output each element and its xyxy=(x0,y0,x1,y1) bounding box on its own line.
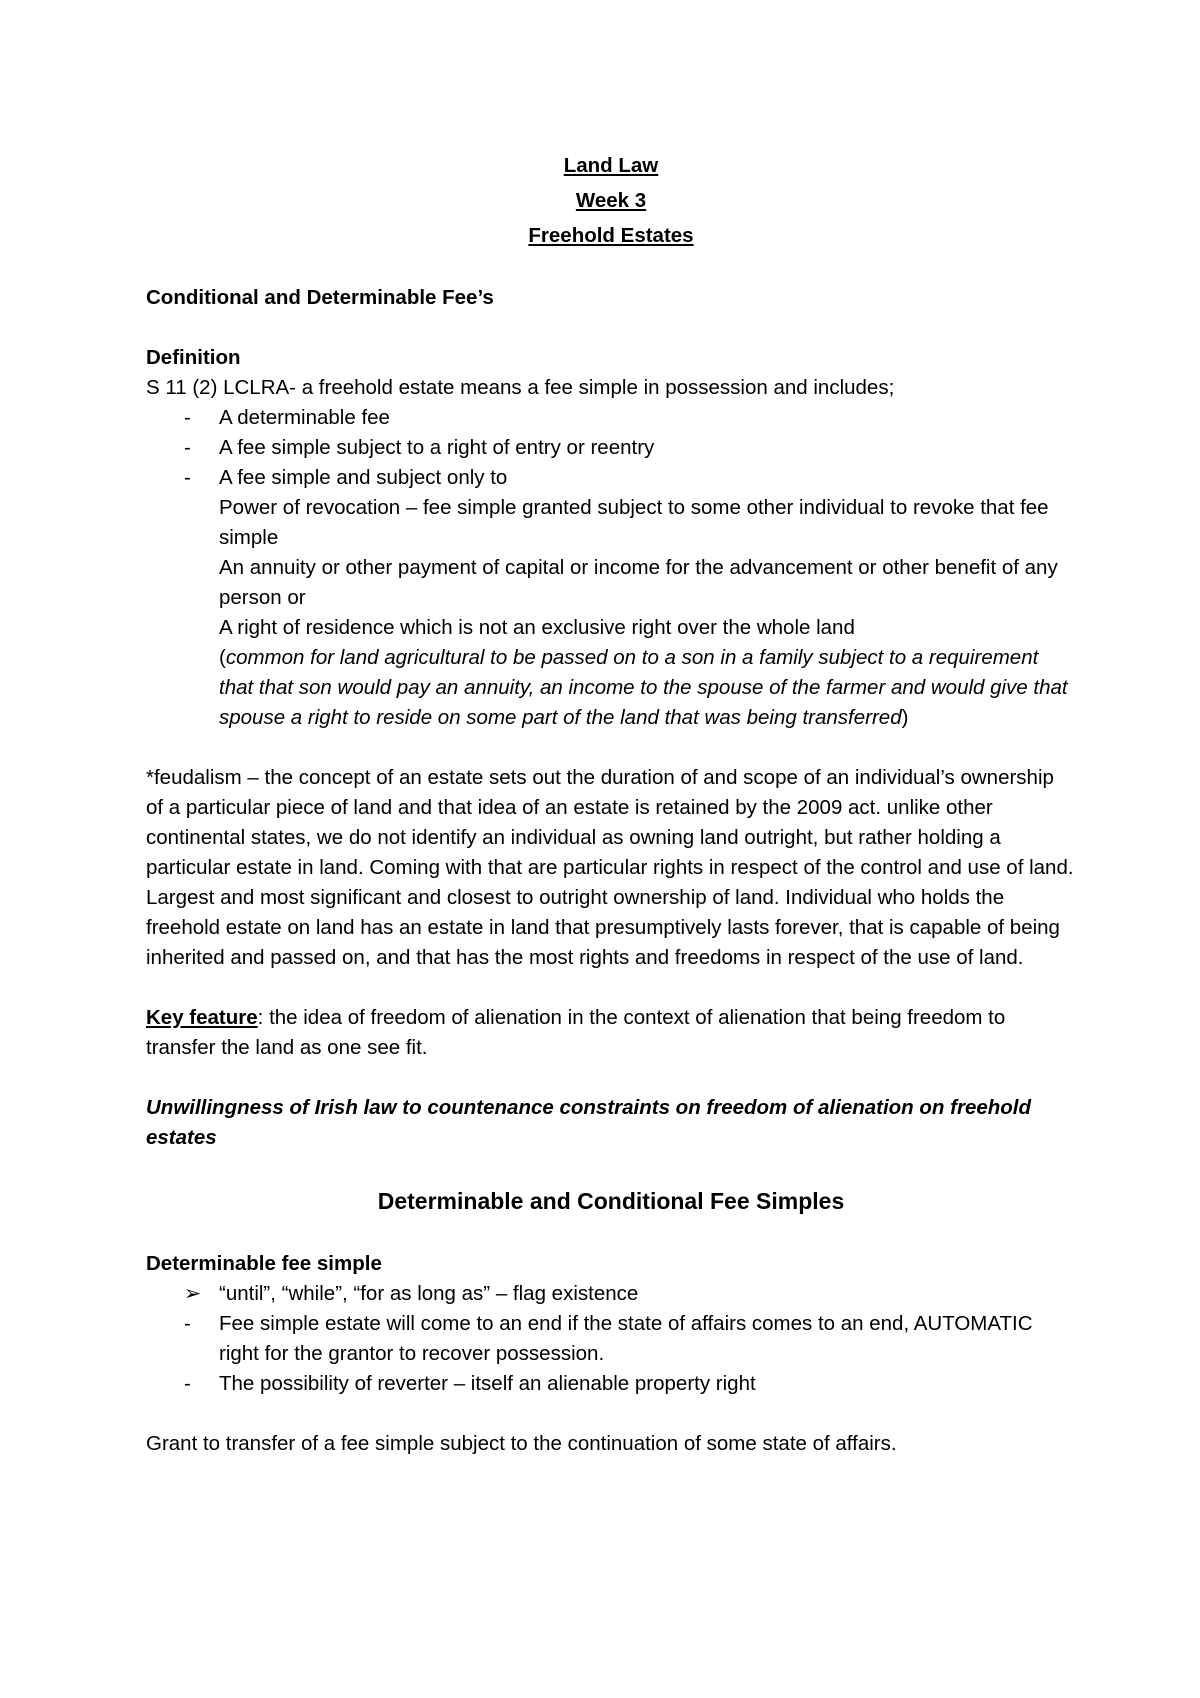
example-note: (common for land agricultural to be passed on to a son in a family subject to a requirement that that son would pay an annuity, an income to the spouse of the farmer and would give that spouse a right to reside on some part of the land that was being transferred) xyxy=(219,646,1068,729)
list-item: - A determinable fee xyxy=(146,403,1076,433)
course-title: Land Law xyxy=(563,154,659,177)
spacer xyxy=(146,733,1076,763)
dash-marker: - xyxy=(184,436,191,459)
arrow-bullet-icon: ➢ xyxy=(184,1282,202,1305)
spacer xyxy=(146,1219,1076,1249)
spacer xyxy=(146,313,1076,343)
list-item: - Fee simple estate will come to an end if the state of affairs comes to an end, AUTOMATIC right for the grantor to recover possession. xyxy=(146,1309,1076,1369)
dash-marker: - xyxy=(184,1372,191,1395)
determinable-list xyxy=(146,1279,1076,1399)
spacer xyxy=(146,973,1076,1003)
statute-text: S 11 (2) LCLRA- a freehold estate means a fee simple in possession and includes; xyxy=(146,376,895,399)
section-heading: Conditional and Determinable Fee’s xyxy=(146,286,494,309)
topic-title: Freehold Estates xyxy=(528,224,694,247)
definition-list xyxy=(146,403,1076,493)
sub-item: Power of revocation – fee simple granted subject to some other individual to revoke that fee simple xyxy=(219,496,1049,549)
feudalism-paragraph: *feudalism – the concept of an estate sets out the duration of and scope of an individual’s ownership of a particular piece of land and that idea of an estate is retained by the 2009 act. unlike other continental states, we do not identify an individual as owning land outright, but rather holding a particular estate in land. Coming with that are particular rights in respect of the control and use of land. Largest and most significant and closest to outright ownership of land. Individual who holds the freehold estate on land has an estate in land that presumptively lasts forever, that is capable of being inherited and passed on, and that has the most rights and freedoms in respect of the use of land. xyxy=(146,766,1074,969)
closing-paragraph: Grant to transfer of a fee simple subject to the continuation of some state of affairs. xyxy=(146,1432,897,1455)
list-item: ➢ “until”, “while”, “for as long as” – flag existence xyxy=(146,1279,1076,1309)
dash-marker: - xyxy=(184,406,191,429)
sub-item: A right of residence which is not an exclusive right over the whole land xyxy=(219,616,855,639)
key-feature-paragraph: Key feature: the idea of freedom of alienation in the context of alienation that being freedom to transfer the land as one see fit. xyxy=(146,1006,1006,1059)
emphasis-statement: Unwillingness of Irish law to countenance constraints on freedom of alienation on freehold estates xyxy=(146,1096,1032,1149)
list-item: - A fee simple and subject only to xyxy=(146,463,1076,493)
definition-heading: Definition xyxy=(146,346,241,369)
week-title: Week 3 xyxy=(575,189,647,212)
subsection-heading: Determinable fee simple xyxy=(146,1252,382,1275)
spacer xyxy=(146,1399,1076,1429)
sub-item: An annuity or other payment of capital or income for the advancement or other benefit of any person or xyxy=(219,556,1058,609)
dash-marker: - xyxy=(184,466,191,489)
spacer xyxy=(146,253,1076,283)
section-title: Determinable and Conditional Fee Simples xyxy=(377,1188,845,1214)
spacer xyxy=(146,1063,1076,1093)
spacer xyxy=(146,1153,1076,1183)
sub-items xyxy=(146,493,1076,733)
list-item: - The possibility of reverter – itself an alienable property right xyxy=(146,1369,1076,1399)
dash-marker: - xyxy=(184,1312,191,1335)
key-feature-label: Key feature xyxy=(146,1006,258,1029)
document-body xyxy=(146,148,1076,1459)
list-item: - A fee simple subject to a right of entry or reentry xyxy=(146,433,1076,463)
title-block xyxy=(146,148,1076,253)
